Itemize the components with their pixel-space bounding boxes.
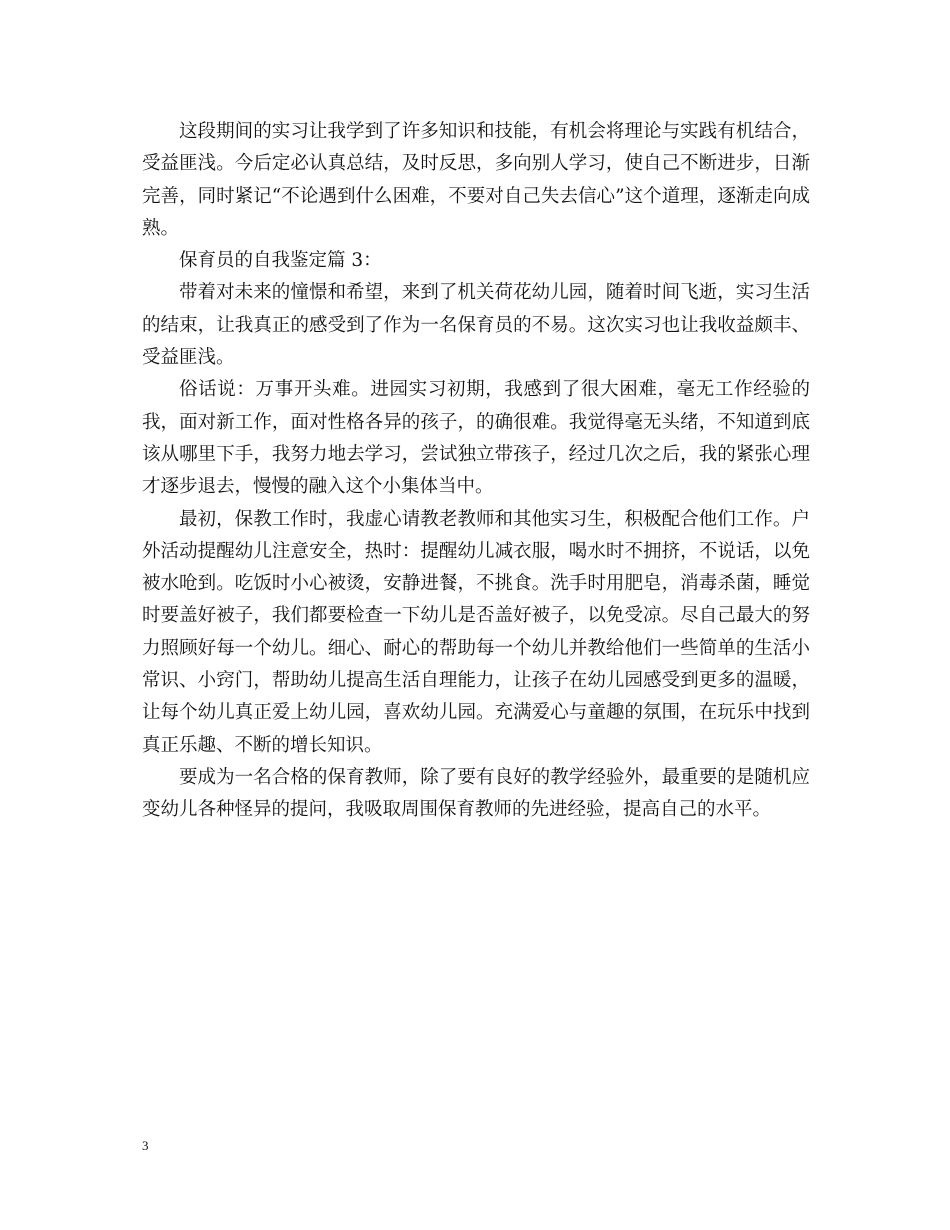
- page-number: 3: [142, 1138, 149, 1153]
- paragraph-5: 要成为一名合格的保育教师，除了要有良好的教学经验外，最重要的是随机应变幼儿各种怪异的提问，我吸取周围保育教师的先进经验，提高自己的水平。: [142, 766, 810, 821]
- section-heading: 保育员的自我鉴定篇 3：: [179, 250, 382, 272]
- paragraph-4: 最初，保教工作时，我虚心请教老教师和其他实习生，积极配合他们工作。户外活动提醒幼儿注意安全，热时：提醒幼儿减衣服，喝水时不拥挤，不说话，以免被水呛到。吃饭时小心被烫，安静进餐，不挑食。洗手时用肥皂，消毒杀菌，睡觉时要盖好被子，我们都要检查一下幼儿是否盖好被子，以免受凉。尽自己最大的努力照顾好每一个幼儿。细心、耐心的帮助每一个幼儿并教给他们一些简单的生活小常识、小窍门，帮助幼儿提高生活自理能力，让孩子在幼儿园感受到更多的温暖，让每个幼儿真正爱上幼儿园，喜欢幼儿园。充满爱心与童趣的氛围，在玩乐中找到真正乐趣、不断的增长知识。: [142, 508, 810, 756]
- document-body: [142, 116, 810, 827]
- paragraph-3: 俗话说：万事开头难。进园实习初期，我感到了很大困难，毫无工作经验的我，面对新工作，面对性格各异的孩子，的确很难。我觉得毫无头绪，不知道到底该从哪里下手，我努力地去学习，尝试独立带孩子，经过几次之后，我的紧张心理才逐步退去，慢慢的融入这个小集体当中。: [142, 379, 810, 498]
- paragraph-2: 带着对未来的憧憬和希望，来到了机关荷花幼儿园，随着时间飞逝，实习生活的结束，让我真正的感受到了作为一名保育员的不易。这次实习也让我收益颇丰、受益匪浅。: [142, 282, 810, 369]
- paragraph-1: 这段期间的实习让我学到了许多知识和技能，有机会将理论与实践有机结合，受益匪浅。今后定必认真总结，及时反思，多向别人学习，使自己不断进步，日渐完善，同时紧记“不论遇到什么困难，不要对自己失去信心”这个道理，逐渐走向成熟。: [142, 121, 810, 239]
